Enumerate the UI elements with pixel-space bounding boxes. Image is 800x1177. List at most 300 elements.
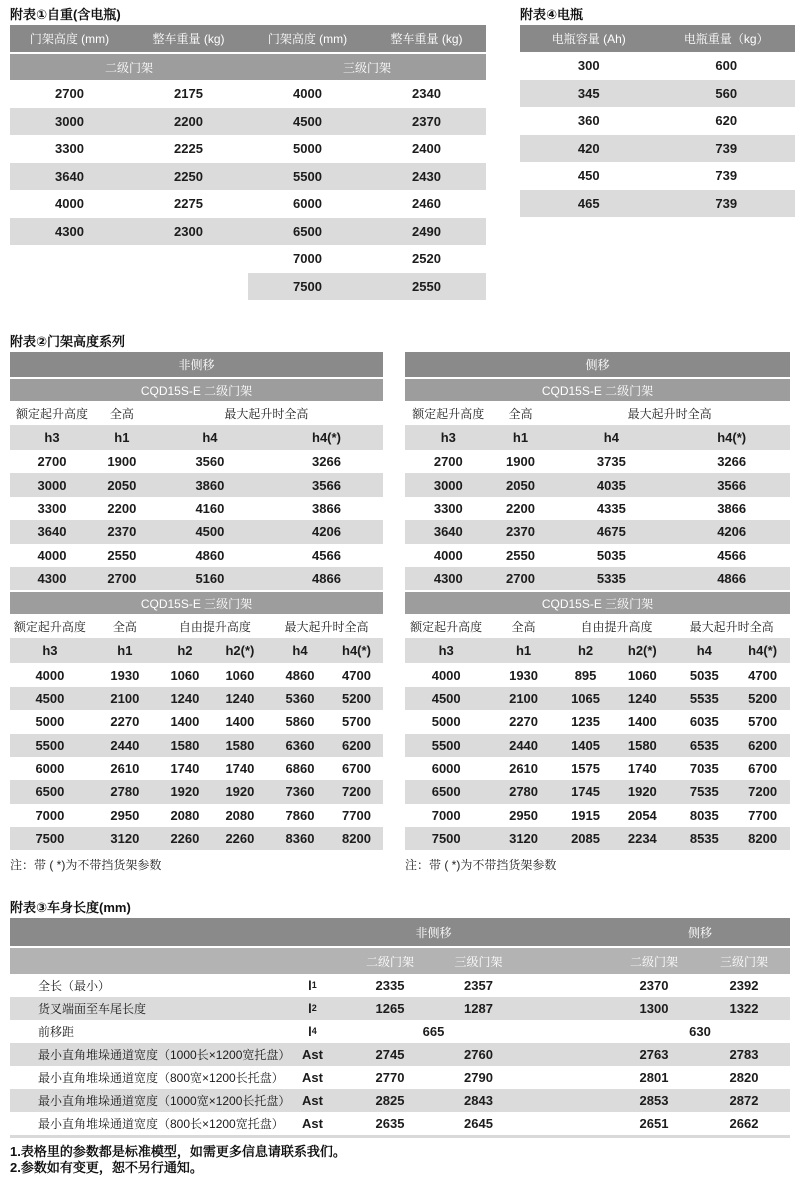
table-cell: 1322 [729, 1001, 759, 1016]
table-row [10, 1089, 790, 1112]
table-row [405, 473, 790, 496]
column-header: 整车重量 (kg) [390, 32, 463, 46]
table-cell: 6035 [689, 714, 719, 730]
triplex-subtitle [405, 592, 790, 614]
table-row [10, 520, 383, 543]
table-cell: 3640 [55, 168, 84, 184]
table-cell: 7700 [748, 807, 778, 823]
group-header: 非侧移 [415, 925, 452, 940]
table-cell: 2820 [729, 1070, 759, 1085]
table-cell: 6500 [293, 223, 322, 239]
table-cell: 6860 [285, 761, 315, 777]
group-header: 二级门架 [104, 60, 153, 75]
spacer [522, 918, 610, 946]
table-cell: 7200 [342, 784, 371, 800]
spacer [522, 997, 610, 1020]
spacer [522, 1043, 610, 1066]
table-row [520, 107, 795, 135]
table-row [10, 497, 383, 520]
table4-title: 附表④电瓶 [520, 7, 584, 22]
table-cell: 450 [577, 168, 600, 184]
symbol-header: h3 [440, 430, 456, 445]
table-cell: 2250 [174, 168, 203, 184]
column-header: 自由提升高度 [580, 619, 653, 634]
table-cell: 4500 [431, 690, 461, 706]
table-cell: 7000 [35, 807, 65, 823]
duplex-symbol-row [10, 425, 383, 450]
symbol-header: h1 [512, 430, 529, 445]
table-cell: 7035 [689, 761, 719, 777]
group-header: 非侧移 [178, 358, 215, 372]
table-row [10, 804, 383, 827]
table-cell: 2550 [107, 547, 137, 563]
symbol-header: h4(*) [717, 430, 747, 445]
table-row [10, 827, 383, 850]
table-cell: 3120 [110, 831, 140, 847]
symbol-base: Ast [302, 1070, 323, 1085]
symbol-header: h1 [117, 643, 133, 659]
table-row [10, 80, 486, 108]
table-row [520, 190, 795, 218]
table-cell: 620 [715, 113, 738, 129]
table-row [405, 687, 790, 710]
table-cell: 1065 [571, 690, 600, 706]
table-cell: 4700 [342, 667, 371, 683]
table-cell: 4566 [312, 547, 341, 563]
table-row [10, 273, 486, 301]
table-cell: 2843 [464, 1093, 493, 1108]
table4-body [520, 52, 795, 217]
footnote: 注：带 ( *)为不带挡货架参数 [405, 858, 557, 872]
table-cell: 1400 [170, 714, 200, 730]
table-cell: 6000 [35, 761, 65, 777]
triplex-body [10, 663, 383, 850]
table-cell: 300 [577, 58, 600, 74]
table-cell: 6500 [431, 784, 461, 800]
table-cell: 4300 [433, 571, 463, 587]
table-row [405, 567, 790, 590]
table-cell: 4700 [748, 667, 778, 683]
duplex-label-row [405, 401, 790, 425]
row-symbol [280, 1020, 345, 1043]
column-header: 额定起升高度 [412, 406, 485, 421]
table-cell: 4206 [312, 524, 341, 540]
table-cell: 3300 [37, 500, 67, 516]
symbol-header: h3 [42, 643, 58, 659]
table-cell: 600 [715, 58, 738, 74]
table-cell: 2780 [110, 784, 140, 800]
table1-title: 附表①自重(含电瓶) [10, 7, 121, 22]
column-header: 整车重量 (kg) [152, 32, 225, 46]
table-cell: 3266 [717, 454, 747, 470]
symbol-base: Ast [302, 1047, 323, 1062]
triplex-symbol-row [10, 638, 383, 663]
symbol-header: h4 [292, 643, 308, 659]
table-cell: 2783 [729, 1047, 759, 1062]
row-symbol [280, 1112, 345, 1135]
table-row [405, 827, 790, 850]
table-row [10, 163, 486, 191]
table-cell: 2085 [571, 831, 600, 847]
table-cell: 7535 [689, 784, 719, 800]
footer-notes [10, 1144, 346, 1176]
table-row [10, 108, 486, 136]
footer-note-line: 2.参数如有变更，恕不另行通知。 [10, 1160, 203, 1175]
symbol-subscript: 4 [311, 1026, 317, 1036]
column-header: 全高 [109, 406, 134, 421]
column-header: 二级门架 [365, 954, 414, 969]
symbol-base: l [308, 1001, 312, 1016]
table-cell: 1740 [627, 761, 657, 777]
symbol-base: Ast [302, 1093, 323, 1108]
table-cell: 2825 [375, 1093, 405, 1108]
table2-title: 附表②门架高度系列 [10, 334, 126, 349]
table-row [10, 567, 383, 590]
table-cell: 4160 [195, 500, 225, 516]
table-cell: 3560 [195, 454, 225, 470]
table-cell: 3000 [37, 477, 67, 493]
table-row [10, 190, 486, 218]
table-cell: 4000 [37, 547, 67, 563]
table-cell: 5860 [285, 714, 315, 730]
table-cell: 5000 [35, 714, 65, 730]
table-cell: 665 [422, 1024, 445, 1039]
table-row [10, 757, 383, 780]
table-cell: 3300 [55, 141, 84, 157]
table-cell: 2050 [107, 477, 137, 493]
table-cell [10, 273, 129, 301]
column-header: 二级门架 [629, 954, 678, 969]
table-cell: 4500 [293, 113, 322, 129]
row-symbol [280, 1066, 345, 1089]
table-cell: 1575 [571, 761, 600, 777]
table-cell: 1287 [464, 1001, 493, 1016]
symbol-header: h2 [177, 643, 193, 659]
table-cell: 739 [715, 195, 738, 211]
table-row [10, 473, 383, 496]
table-row [520, 80, 795, 108]
table-row [10, 687, 383, 710]
table-cell: 2400 [412, 141, 441, 157]
table-cell: 4035 [596, 477, 626, 493]
table-cell: 2745 [375, 1047, 405, 1062]
table-cell: 739 [715, 168, 738, 184]
table-cell: 560 [715, 85, 738, 101]
column-header: 最大起升时全高 [627, 406, 712, 421]
table-cell [129, 273, 248, 301]
table-cell: 2440 [110, 737, 140, 753]
row-symbol [280, 974, 345, 997]
table-cell: 3866 [717, 500, 747, 516]
group-header: 侧移 [687, 925, 712, 940]
symbol-header: h4(*) [312, 430, 341, 445]
table-cell: 2700 [55, 86, 84, 102]
table-cell: 6535 [689, 737, 719, 753]
triplex-body [405, 663, 790, 850]
table-cell: 2050 [506, 477, 535, 493]
table-cell: 3566 [312, 477, 341, 493]
table-row [10, 450, 383, 473]
table-cell: 3266 [312, 454, 341, 470]
table-cell: 2801 [639, 1070, 669, 1085]
table-cell: 5500 [293, 168, 322, 184]
row-label: 前移距 [38, 1025, 75, 1039]
table-cell: 4860 [195, 547, 225, 563]
table-cell: 2700 [107, 571, 137, 587]
table-cell: 4675 [596, 524, 626, 540]
table-row [10, 974, 790, 997]
symbol-subscript: 2 [311, 1003, 317, 1013]
table-cell: 2550 [367, 273, 486, 301]
table-cell: 2370 [506, 524, 535, 540]
column-header: 额定起升高度 [15, 406, 88, 421]
table-cell: 5500 [431, 737, 461, 753]
table-cell: 4000 [293, 86, 322, 102]
table-cell: 2853 [639, 1093, 669, 1108]
table-row [405, 497, 790, 520]
table-cell: 2234 [627, 831, 657, 847]
footer-note-line: 1.表格里的参数都是标准模型，如需更多信息请联系我们。 [10, 1144, 346, 1159]
table-cell: 465 [577, 195, 600, 211]
table-row [405, 710, 790, 733]
table-cell: 1265 [375, 1001, 405, 1016]
row-label: 最小直角堆垛通道宽度（1000长×1200宽托盘） [38, 1048, 291, 1062]
table-row [10, 135, 486, 163]
triplex-symbol-row [405, 638, 790, 663]
table-cell: 4566 [717, 547, 747, 563]
table-cell: 1060 [170, 667, 200, 683]
symbol-header: h2(*) [627, 643, 657, 659]
symbol-header: h4(*) [342, 643, 371, 659]
table-cell: 345 [577, 85, 600, 101]
column-header: 最大起升时全高 [689, 619, 774, 634]
symbol-header: h4 [696, 643, 712, 659]
table-cell: 4000 [433, 547, 463, 563]
table-cell: 420 [577, 140, 600, 156]
table-cell: 1580 [225, 737, 255, 753]
table-cell: 2357 [464, 978, 493, 993]
table-cell: 5500 [35, 737, 65, 753]
table-cell: 1240 [627, 690, 657, 706]
table1-self-weight [10, 25, 486, 300]
table-cell: 4335 [596, 500, 626, 516]
column-header: 最大起升时全高 [284, 619, 369, 634]
table-cell: 1240 [225, 690, 255, 706]
table-cell: 7500 [35, 831, 65, 847]
table3-title: 附表③车身长度(mm) [10, 900, 131, 915]
table-cell: 6000 [431, 761, 461, 777]
table-cell: 630 [689, 1024, 711, 1039]
table-row [10, 663, 383, 686]
table-cell: 8035 [689, 807, 719, 823]
table-cell: 7200 [748, 784, 778, 800]
column-header: 电瓶重量（kg） [683, 32, 769, 46]
table-cell: 8535 [689, 831, 719, 847]
column-header: 全高 [508, 406, 533, 421]
symbol-header: h3 [44, 430, 60, 445]
table-cell [129, 245, 248, 273]
table-cell: 7860 [285, 807, 315, 823]
table-row [405, 663, 790, 686]
table-row [10, 710, 383, 733]
table-cell: 1930 [110, 667, 140, 683]
table-cell: 2054 [627, 807, 657, 823]
table-cell: 2430 [412, 168, 441, 184]
table-cell: 4866 [717, 571, 747, 587]
table-cell: 2635 [375, 1116, 405, 1131]
table-cell: 360 [577, 113, 600, 129]
column-header: 全高 [511, 619, 536, 634]
table-cell: 1060 [627, 667, 657, 683]
table-cell: 2370 [639, 978, 669, 993]
table-row [405, 804, 790, 827]
column-header: 三级门架 [719, 954, 768, 969]
table3-group-row [10, 918, 790, 946]
table-cell: 4300 [55, 223, 84, 239]
table-cell: 2300 [174, 223, 203, 239]
table-cell: 4500 [35, 690, 65, 706]
duplex-body [10, 450, 383, 590]
table-cell: 6360 [285, 737, 315, 753]
table-cell: 2872 [729, 1093, 759, 1108]
model-label: CQD15S-E 三级门架 [541, 596, 654, 611]
row-label: 全长（最小） [38, 979, 111, 993]
table-cell: 5200 [342, 690, 371, 706]
spacer [10, 918, 345, 946]
table-cell: 1405 [571, 737, 600, 753]
table-cell: 2790 [464, 1070, 493, 1085]
table-cell: 2770 [375, 1070, 405, 1085]
symbol-header: h4 [603, 430, 619, 445]
model-label: CQD15S-E 二级门架 [541, 383, 654, 398]
table-cell: 2260 [225, 831, 255, 847]
symbol-header: h2 [577, 643, 594, 659]
table-cell: 1920 [627, 784, 657, 800]
symbol-header: h4 [202, 430, 218, 445]
table-cell: 2335 [375, 978, 405, 993]
duplex-body [405, 450, 790, 590]
footnote: 注：带 ( *)为不带挡货架参数 [10, 858, 162, 872]
table-row [520, 162, 795, 190]
table-cell: 2700 [37, 454, 67, 470]
table-cell: 7700 [342, 807, 371, 823]
group-header: 侧移 [585, 358, 610, 372]
table-cell: 5200 [748, 690, 778, 706]
table-cell: 2100 [509, 690, 539, 706]
table-row [405, 734, 790, 757]
table-cell: 3640 [37, 524, 67, 540]
table-cell: 1400 [225, 714, 255, 730]
table-cell: 4000 [35, 667, 65, 683]
duplex-subtitle [10, 379, 383, 401]
table-cell: 2700 [433, 454, 463, 470]
table-cell: 2275 [174, 196, 203, 212]
table-cell: 3640 [433, 524, 463, 540]
sideshift-header [405, 352, 790, 377]
model-label: CQD15S-E 二级门架 [140, 383, 253, 398]
table-cell: 6700 [748, 761, 778, 777]
spacer [10, 948, 345, 974]
table-cell: 7000 [293, 251, 322, 267]
table-cell: 4866 [312, 571, 341, 587]
table-cell: 2370 [107, 524, 137, 540]
table-cell: 2270 [110, 714, 140, 730]
table-cell: 2520 [412, 251, 441, 267]
row-symbol [280, 997, 345, 1020]
table-cell: 2440 [509, 737, 539, 753]
table-cell: 7000 [431, 807, 461, 823]
row-label: 货叉端面至车尾长度 [38, 1002, 147, 1016]
column-header: 额定起升高度 [410, 619, 483, 634]
table-cell: 4860 [285, 667, 315, 683]
triplex-subtitle [10, 592, 383, 614]
table-cell: 1915 [571, 807, 600, 823]
table-row [405, 520, 790, 543]
model-label: CQD15S-E 三级门架 [140, 596, 253, 611]
table-cell: 2175 [174, 86, 203, 102]
table-cell: 8360 [285, 831, 315, 847]
table-cell: 1900 [506, 454, 535, 470]
table-row [405, 780, 790, 803]
table-row [405, 450, 790, 473]
table-cell: 2260 [170, 831, 200, 847]
table1-group-row [10, 54, 486, 80]
table-cell [10, 245, 129, 273]
table-cell: 8200 [342, 831, 371, 847]
table-cell: 2200 [506, 500, 535, 516]
table-bottom-border [10, 1135, 790, 1138]
table-cell: 5000 [431, 714, 461, 730]
table-cell: 3866 [312, 500, 341, 516]
table-cell: 3000 [55, 113, 84, 129]
table-cell: 2270 [509, 714, 539, 730]
spacer [522, 948, 610, 974]
column-header: 额定起升高度 [13, 619, 86, 634]
table-row [520, 135, 795, 163]
table-cell: 3000 [433, 477, 463, 493]
table-cell: 5360 [285, 690, 315, 706]
column-header: 自由提升高度 [178, 619, 251, 634]
table-row [10, 734, 383, 757]
row-symbol [280, 1089, 345, 1112]
table-row [10, 1043, 790, 1066]
table-cell: 5700 [748, 714, 778, 730]
symbol-header: h1 [515, 643, 532, 659]
table-cell: 7500 [248, 273, 367, 301]
table-cell: 1740 [225, 761, 255, 777]
duplex-subtitle [405, 379, 790, 401]
table-cell: 6200 [342, 737, 371, 753]
column-header: 三级门架 [454, 954, 503, 969]
table-cell: 1920 [225, 784, 255, 800]
table-cell: 6000 [293, 196, 322, 212]
table-cell: 2550 [506, 547, 535, 563]
table4-battery [520, 25, 795, 217]
duplex-label-row [10, 401, 383, 425]
column-header: 门架高度 (mm) [267, 32, 348, 46]
symbol-subscript: 1 [311, 980, 317, 990]
symbol-base: l [308, 1024, 312, 1039]
row-label: 最小直角堆垛通道宽度（1000宽×1200长托盘） [38, 1094, 291, 1108]
table-cell: 3860 [195, 477, 225, 493]
symbol-header: h1 [114, 430, 130, 445]
column-header: 最大起升时全高 [224, 406, 309, 421]
row-label: 最小直角堆垛通道宽度（800宽×1200长托盘） [38, 1071, 284, 1085]
table-cell: 2610 [509, 761, 539, 777]
table-row [520, 52, 795, 80]
table-cell: 2100 [110, 690, 140, 706]
table-cell: 5000 [293, 141, 322, 157]
